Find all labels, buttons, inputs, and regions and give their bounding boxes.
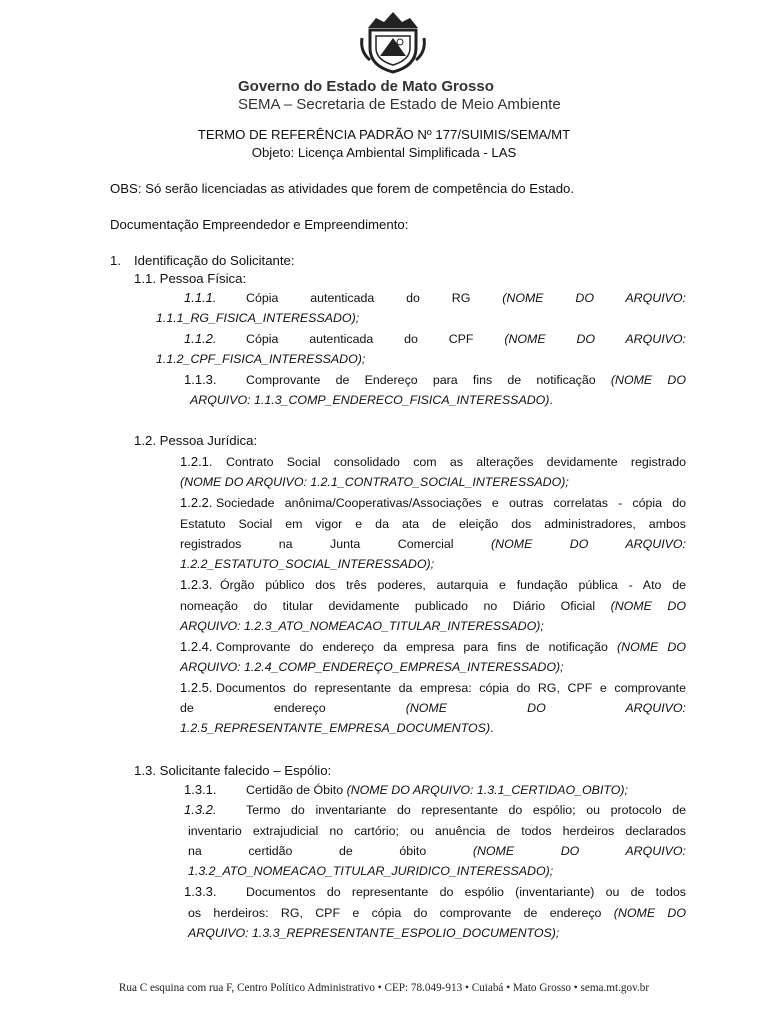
item-1-2-2-line3: registrados na Junta Comercial (NOME DO ARQUIVO: [180,537,686,551]
org-subtitle: SEMA – Secretaria de Estado de Meio Ambiente [238,96,561,113]
state-coat-of-arms-icon [360,8,426,74]
documentation-heading: Documentação Empreendedor e Empreendimento: [110,217,409,232]
org-name: Governo do Estado de Mato Grosso [238,78,494,95]
item-1-2-5-number: 1.2.5. [180,680,213,695]
item-1-1-3-line1: Comprovante de Endereço para fins de notificação (NOME DO [246,373,687,387]
item-1-2-3-line3: ARQUIVO: 1.2.3_ATO_NOMEACAO_TITULAR_INTERESSADO); [180,619,544,633]
item-1-2-5-line2: de endereço (NOME DO ARQUIVO: [180,701,686,715]
item-1-3-1-line1: Certidão de Óbito (NOME DO ARQUIVO: 1.3.1_CERTIDAO_OBITO); [246,783,628,797]
item-1-3-3-line1: Documentos do representante do espólio (inventariante) ou de todos [246,885,686,899]
item-1-2-5-line3: 1.2.5_REPRESENTANTE_EMPRESA_DOCUMENTOS). [180,721,494,735]
item-1-1-3-number: 1.1.3. [184,372,217,387]
item-1-3-3-line2: os herdeiros: RG, CPF e cópia do comprovante de endereço (NOME DO [188,906,687,920]
item-1-1-2-line1: Cópia autenticada do CPF (NOME DO ARQUIVO: [246,332,686,346]
section-1-title: Identificação do Solicitante: [134,253,295,268]
header-organization [238,78,578,114]
section-1-2-title: 1.2. Pessoa Jurídica: [134,433,258,448]
document-object: Objeto: Licença Ambiental Simplificada - LAS [251,145,517,160]
item-1-1-1-number: 1.1.1. [184,290,217,305]
item-1-2-4-line1: Comprovante do endereço da empresa para fins de notificação (NOME DO [216,640,687,654]
item-1-2-2-number: 1.2.2. [180,495,213,510]
section-1-number: 1. [110,253,121,268]
item-1-2-2-line1: Sociedade anônima/Cooperativas/Associações e outras correlatas - cópia do [216,496,686,510]
item-1-2-1-line2: (NOME DO ARQUIVO: 1.2.1_CONTRATO_SOCIAL_INTERESSADO); [180,475,569,489]
item-1-3-2-line1: Termo do inventariante do representante do espólio; ou protocolo de [246,803,686,817]
item-1-1-1-line1: Cópia autenticada do RG (NOME DO ARQUIVO: [246,291,686,305]
item-1-2-3-number: 1.2.3. [180,577,213,592]
item-1-1-3-line2: ARQUIVO: 1.1.3_COMP_ENDERECO_FISICA_INTERESSADO). [190,393,553,407]
item-1-3-1-number: 1.3.1. [184,782,217,797]
item-1-2-3-line2: nomeação do titular devidamente publicado no Diário Oficial (NOME DO [180,599,686,613]
item-1-2-5-line1: Documentos do representante da empresa: cópia do RG, CPF e comprovante [216,681,686,695]
item-1-2-2-line2: Estatuto Social em vigor e da ata de eleição dos administradores, ambos [180,517,686,531]
item-1-3-2-line4: 1.3.2_ATO_NOMEACAO_TITULAR_JURIDICO_INTERESSADO); [188,864,554,878]
item-1-1-2-number: 1.1.2. [184,331,217,346]
document-title: TERMO DE REFERÊNCIA PADRÃO Nº 177/SUIMIS/SEMA/MT [197,127,571,142]
item-1-1-1-line2: 1.1.1_RG_FISICA_INTERESSADO); [156,311,360,325]
page-footer: Rua C esquina com rua F, Centro Político Administrativo • CEP: 78.049-913 • Cuiabá • Mato Grosso • sema.mt.gov.br [118,982,650,994]
item-1-2-4-number: 1.2.4. [180,639,213,654]
item-1-2-4-line2: ARQUIVO: 1.2.4_COMP_ENDEREÇO_EMPRESA_INTERESSADO); [180,660,564,674]
item-1-2-1-number: 1.2.1. [180,454,213,469]
item-1-3-2-number: 1.3.2. [184,802,217,817]
item-1-3-2-line2: inventario extrajudicial no cartório; ou anuência de todos herdeiros declarados [188,824,686,838]
obs-note: OBS: Só serão licenciadas as atividades que forem de competência do Estado. [110,181,575,196]
item-1-3-2-line3: na certidão de óbito (NOME DO ARQUIVO: [188,844,686,858]
item-1-3-3-number: 1.3.3. [184,884,217,899]
item-1-3-3-line3: ARQUIVO: 1.3.3_REPRESENTANTE_ESPOLIO_DOCUMENTOS); [188,926,560,940]
item-1-2-1-line1: Contrato Social consolidado com as alterações devidamente registrado [226,455,686,469]
item-1-2-3-line1: Órgão público dos três poderes, autarquia e fundação pública - Ato de [220,578,686,592]
section-1-1-title: 1.1. Pessoa Física: [134,271,247,286]
item-1-2-2-line4: 1.2.2_ESTATUTO_SOCIAL_INTERESSADO); [180,557,435,571]
section-1-3-title: 1.3. Solicitante falecido – Espólio: [134,763,332,778]
item-1-1-2-line2: 1.1.2_CPF_FISICA_INTERESSADO); [156,352,366,366]
